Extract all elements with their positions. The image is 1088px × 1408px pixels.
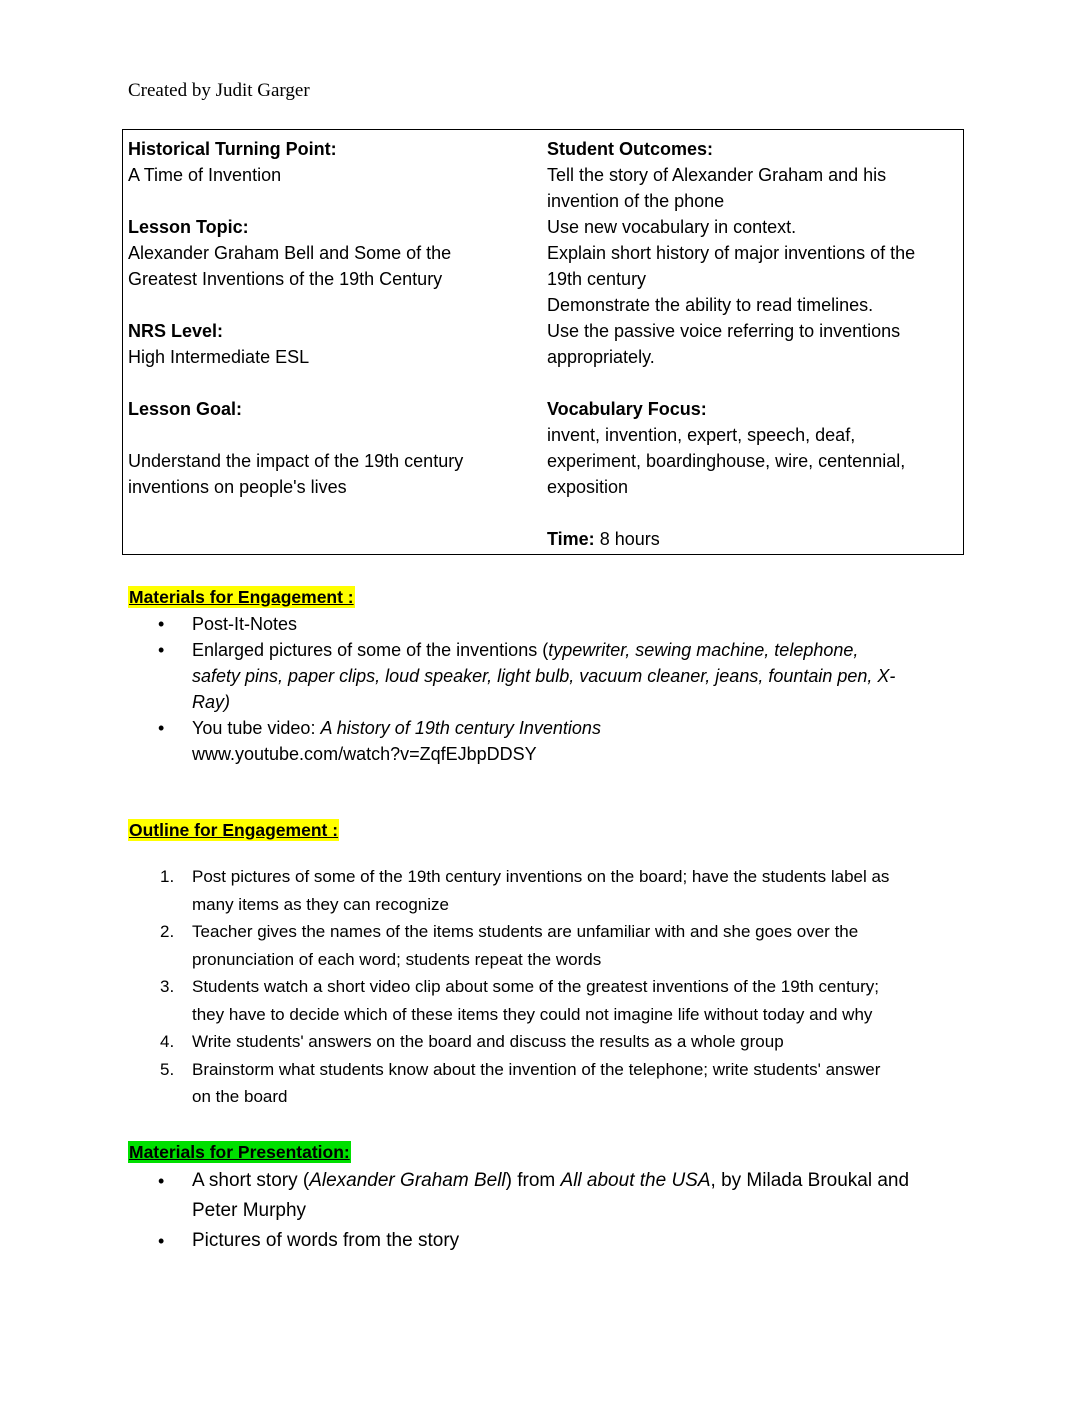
vocabulary-line: exposition — [547, 477, 629, 497]
outcome-line: Use new vocabulary in context. — [547, 217, 797, 237]
outcome-line: appropriately. — [547, 347, 655, 367]
outcome-line: Use the passive voice referring to inventions — [547, 321, 901, 341]
nrs-level-label: NRS Level: — [128, 321, 224, 341]
list-number: 5. — [160, 1059, 175, 1079]
inventions-italic-text: typewriter, sewing machine, telephone, — [548, 640, 859, 660]
lesson-topic-value-line: Greatest Inventions of the 19th Century — [128, 269, 443, 289]
list-item-line: Post pictures of some of the 19th century inventions on the board; have the students label as — [192, 867, 890, 886]
materials-engagement-heading: Materials for Engagement : — [129, 587, 354, 607]
list-item-line: Teacher gives the names of the items students are unfamiliar with and she goes over the — [192, 922, 859, 941]
outcome-line: Demonstrate the ability to read timelines. — [547, 295, 874, 315]
time-line — [547, 526, 959, 552]
list-item-line: pronunciation of each word; students repeat the words — [192, 949, 602, 969]
list-number: 3. — [160, 977, 175, 996]
time-label: Time: — [547, 529, 595, 549]
vocabulary-focus-label: Vocabulary Focus: — [547, 399, 707, 419]
list-item-line: Students watch a short video clip about some of the greatest inventions of the 19th century; — [192, 977, 880, 996]
list-item — [160, 973, 889, 1028]
bullet-icon: • — [158, 640, 165, 660]
list-item — [160, 1028, 889, 1056]
lesson-goal-value-line: inventions on people's lives — [128, 477, 347, 497]
list-item-text: Enlarged pictures of some of the inventions ( — [192, 640, 549, 660]
list-number: 4. — [160, 1032, 175, 1051]
outline-engagement-heading: Outline for Engagement : — [129, 820, 339, 840]
bullet-icon: • — [158, 718, 165, 738]
list-item-text: A short story ( — [192, 1170, 310, 1191]
list-item-line: on the board — [192, 1087, 288, 1106]
materials-presentation-list — [158, 1166, 910, 1256]
list-item — [160, 1056, 889, 1111]
list-item-text: Pictures of words from the story — [192, 1230, 460, 1251]
list-item-text: You tube video: — [192, 718, 321, 738]
story-title: Alexander Graham Bell — [309, 1170, 506, 1191]
outcome-line: invention of the phone — [547, 191, 725, 211]
nrs-level-value: High Intermediate ESL — [128, 347, 310, 367]
lesson-goal-label: Lesson Goal: — [128, 399, 243, 419]
inventions-italic-text: safety pins, paper clips, loud speaker, light bulb, vacuum cleaner, jeans, fountain pen, X- — [192, 666, 896, 686]
author-line: Created by Judit Garger — [128, 80, 310, 101]
lesson-topic-label: Lesson Topic: — [128, 217, 249, 237]
outcome-line: 19th century — [547, 269, 647, 289]
turning-point-label: Historical Turning Point: — [128, 139, 337, 159]
bullet-icon: • — [158, 614, 165, 634]
lesson-topic-value-line: Alexander Graham Bell and Some of the — [128, 243, 452, 263]
list-item — [158, 1226, 909, 1256]
time-value: 8 hours — [594, 529, 660, 549]
list-item — [158, 715, 895, 767]
video-title: A history of 19th century Inventions — [320, 718, 601, 738]
bullet-icon: • — [158, 1231, 165, 1251]
list-item-text: , by Milada Broukal and — [710, 1170, 910, 1191]
list-item-text: ) from — [505, 1170, 561, 1191]
inventions-italic-text: Ray) — [192, 692, 231, 712]
list-item-line: Brainstorm what students know about the invention of the telephone; write students' answer — [192, 1059, 881, 1079]
video-url[interactable]: www.youtube.com/watch?v=ZqfEJbpDDSY — [192, 744, 537, 764]
outcome-line: Tell the story of Alexander Graham and his — [547, 165, 887, 185]
list-item-text: Peter Murphy — [192, 1200, 307, 1221]
book-title: All about the USA — [560, 1170, 711, 1191]
outcome-line: Explain short history of major inventions of the — [547, 243, 916, 263]
vocabulary-line: experiment, boardinghouse, wire, centennial, — [547, 451, 906, 471]
lesson-goal-value-line: Understand the impact of the 19th century — [128, 451, 464, 471]
list-item-line: they have to decide which of these items they could not imagine life without today and why — [192, 1004, 873, 1024]
summary-left-column — [128, 136, 528, 500]
list-item — [158, 611, 895, 637]
list-item-line: many items as they can recognize — [192, 894, 450, 914]
materials-presentation-heading: Materials for Presentation: — [129, 1142, 350, 1162]
list-item — [160, 863, 890, 918]
list-item — [158, 1166, 910, 1226]
list-item-line: Write students' answers on the board and discuss the results as a whole group — [192, 1032, 784, 1051]
student-outcomes-label: Student Outcomes: — [547, 139, 714, 159]
list-item — [158, 637, 896, 715]
outline-engagement-list — [160, 863, 890, 1111]
summary-right-column — [547, 136, 959, 552]
list-number: 2. — [160, 922, 175, 941]
list-item-text: Post-It-Notes — [192, 614, 298, 634]
materials-engagement-list — [158, 611, 896, 767]
list-number: 1. — [160, 867, 175, 886]
vocabulary-line: invent, invention, expert, speech, deaf, — [547, 425, 856, 445]
bullet-icon: • — [158, 1171, 165, 1191]
list-item — [160, 918, 889, 973]
turning-point-value: A Time of Invention — [128, 165, 282, 185]
